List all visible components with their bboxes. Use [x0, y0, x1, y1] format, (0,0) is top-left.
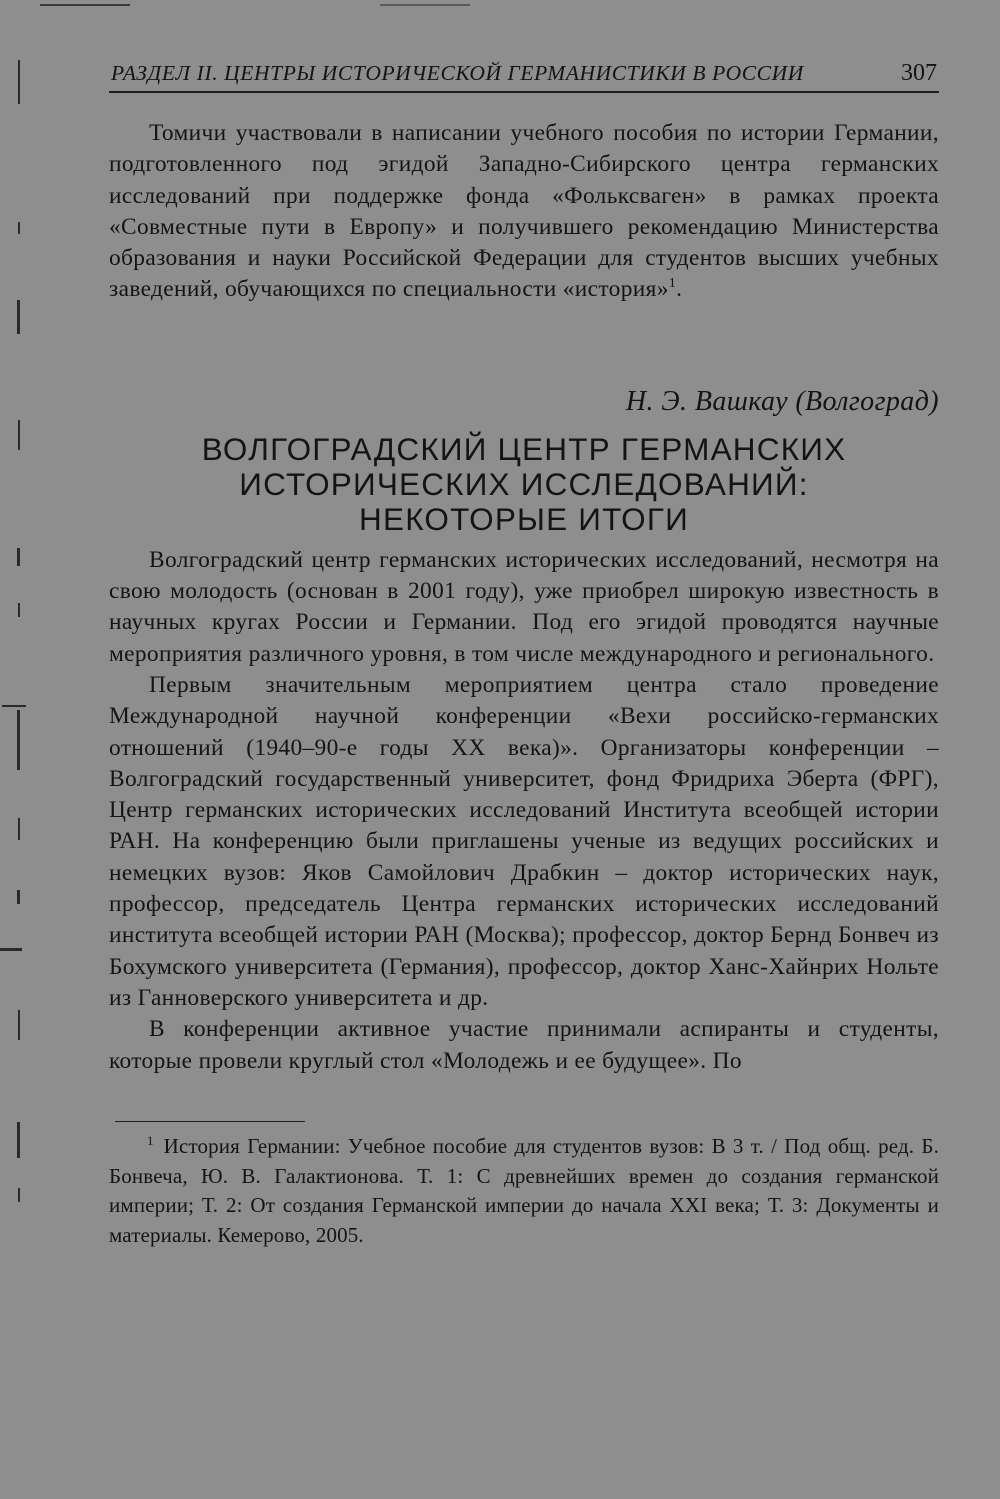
intro-paragraph: Томичи участвовали в написании учебного пособия по истории Германии, подготовленного под эгидой Западно-Сибирского центра германских исследований при поддержке фонда «Фольксваген» в рамках проекта «Совместные пути в Европу» и получившего рекомендацию Министерства образования и науки Российской Федерации для студентов высших учебных заведений, обучающихся по специальности «история»$^1$.	[109, 120, 939, 303]
footnote-reference: 1	[668, 276, 677, 292]
scan-margin-marks	[0, 0, 30, 1499]
scan-artifact-line	[40, 4, 130, 6]
scan-artifact-line	[380, 4, 470, 6]
body-paragraph: Волгоградский центр германских исторических исследований, несмотря на свою молодость (основан в 2001 году), уже приобрел широкую известность в научных кругах России и Германии. Под его эгидой проводятся научные мероприятия различного уровня, в том числе международного и регионального.	[109, 546, 939, 667]
section-title: РАЗДЕЛ II. ЦЕНТРЫ ИСТОРИЧЕСКОЙ ГЕРМАНИСТИКИ В РОССИИ	[111, 61, 804, 85]
title-line: НЕКОТОРЫЕ ИТОГИ	[359, 500, 689, 537]
title-line: ИСТОРИЧЕСКИХ ИССЛЕДОВАНИЙ:	[239, 465, 809, 502]
book-page	[109, 55, 939, 1250]
title-line: ВОЛГОГРАДСКИЙ ЦЕНТР ГЕРМАНСКИХ	[201, 430, 847, 467]
footnote-divider	[115, 1121, 305, 1123]
footnote-marker: 1	[147, 1133, 154, 1149]
body-paragraph: Первым значительным мероприятием центра стало проведение Международной научной конференции «Вехи российско-германских отношений (1940–90-е годы XX века)». Организаторы конференции – Волгоградский государственный университет, фонд Фридриха Эберта (ФРГ), Центр германских исторических исследований Института всеобщей истории РАН. На конференцию были приглашены ученые из ведущих российских и немецких вузов: Яков Самойлович Драбкин – доктор исторических наук, профессор, председатель Центра германских исторических исследований института всеобщей истории РАН (Москва); профессор, доктор Бернд Бонвеч из Бохумского университета (Германия), профессор, доктор Ханс-Хайнрих Нольте из Ганноверского университета и др.	[109, 671, 939, 1011]
body-paragraph: В конференции активное участие принимали аспиранты и студенты, которые провели круглый стол «Молодежь и ее будущее». По	[109, 1016, 939, 1074]
article-body	[109, 545, 939, 1077]
page-number: 307	[901, 60, 937, 86]
footnote	[109, 1132, 939, 1250]
running-header	[109, 55, 939, 93]
footnote-text: История Германии: Учебное пособие для студентов вузов: В 3 т. / Под общ. ред. Б. Бонвеча, Ю. В. Галактионова. Т. 1: С древнейших времен до создания германской империи; Т. 2: От создания Германской империи до начала XXI века; Т. 3: Документы и материалы. Кемерово, 2005.	[109, 1134, 939, 1247]
article-title	[144, 432, 904, 537]
article-author: Н. Э. Вашкау (Волгоград)	[625, 385, 939, 417]
